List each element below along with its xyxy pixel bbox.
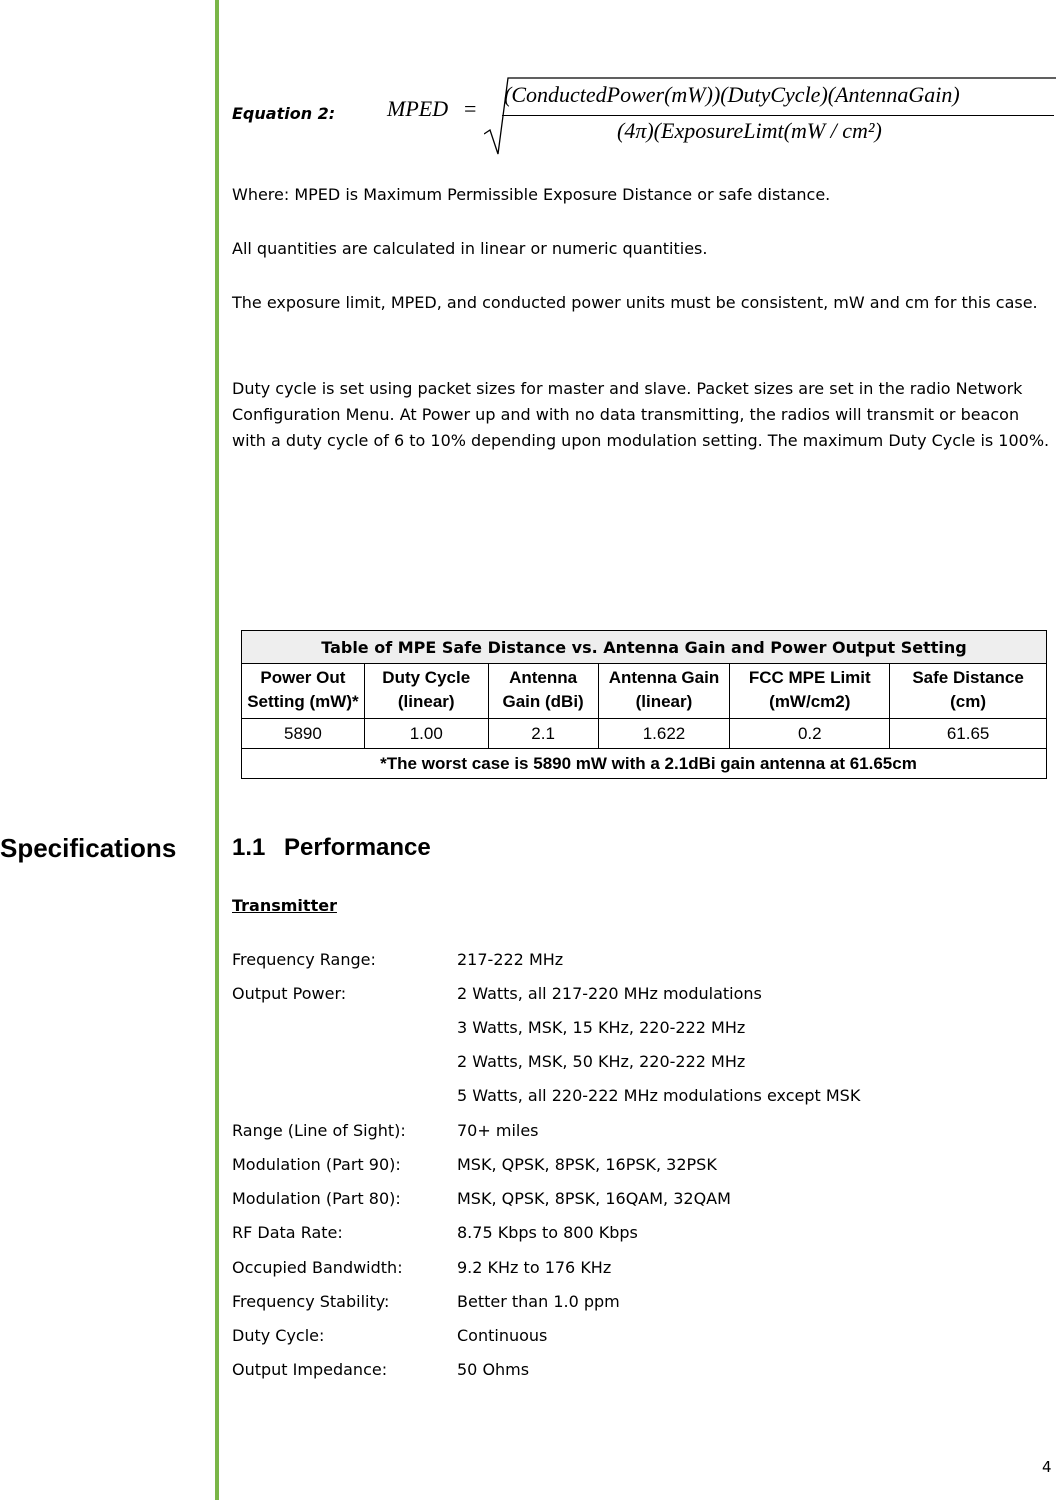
table-cell: 1.622 bbox=[598, 719, 730, 749]
section-title: Performance bbox=[284, 834, 431, 861]
table-title: Table of MPE Safe Distance vs. Antenna Gain and Power Output Setting bbox=[242, 631, 1047, 664]
spec-label: Output Power: bbox=[232, 984, 347, 1003]
table-header-cell: FCC MPE Limit (mW/cm2) bbox=[730, 664, 890, 719]
table-cell: 0.2 bbox=[730, 719, 890, 749]
spec-row bbox=[232, 1258, 1056, 1292]
paragraph-mped-definition: Where: MPED is Maximum Permissible Exposure Distance or safe distance. bbox=[232, 185, 831, 204]
spec-row bbox=[232, 1121, 1056, 1155]
subsection-heading: Transmitter bbox=[232, 896, 337, 915]
spec-value: 3 Watts, MSK, 15 KHz, 220-222 MHz bbox=[457, 1018, 746, 1037]
spec-label: Frequency Range: bbox=[232, 950, 376, 969]
spec-row bbox=[232, 1326, 1056, 1360]
spec-row bbox=[232, 1292, 1056, 1326]
spec-row bbox=[232, 1360, 1056, 1394]
spec-value: 70+ miles bbox=[457, 1121, 539, 1140]
table-header-cell: Safe Distance (cm) bbox=[890, 664, 1047, 719]
spec-row bbox=[232, 1052, 1056, 1086]
spec-value: 2 Watts, MSK, 50 KHz, 220-222 MHz bbox=[457, 1052, 746, 1071]
table-header-row bbox=[242, 664, 1047, 719]
mpe-safe-distance-table bbox=[241, 630, 1047, 779]
paragraph-duty-cycle: Duty cycle is set using packet sizes for master and slave. Packet sizes are set in the radio Network Configuration Menu. At Power up and with no data transmitting, the radios will transmit or beacon with a duty cycle of 6 to 10% depending upon modulation setting. The maximum Duty Cycle is 100%. bbox=[232, 379, 1050, 450]
spec-label: Modulation (Part 80): bbox=[232, 1189, 401, 1208]
spec-value: Continuous bbox=[457, 1326, 548, 1345]
paragraph-units: The exposure limit, MPED, and conducted power units must be consistent, mW and cm for this case. bbox=[232, 293, 1038, 312]
table-footnote: *The worst case is 5890 mW with a 2.1dBi gain antenna at 61.65cm bbox=[242, 749, 1047, 779]
spec-label: Range (Line of Sight): bbox=[232, 1121, 406, 1140]
spec-label: Duty Cycle: bbox=[232, 1326, 325, 1345]
spec-value: 9.2 KHz to 176 KHz bbox=[457, 1258, 612, 1277]
section-number: 1.1 bbox=[232, 834, 266, 861]
equation-denominator: (4π)(ExposureLimt(mW / cm²) bbox=[617, 118, 882, 143]
equation-lhs: MPED bbox=[387, 96, 449, 121]
table-header-cell: Antenna Gain (linear) bbox=[598, 664, 730, 719]
section-heading bbox=[232, 834, 431, 862]
equation-label: Equation 2: bbox=[232, 104, 336, 123]
spec-label: Frequency Stability: bbox=[232, 1292, 390, 1311]
spec-row bbox=[232, 1223, 1056, 1257]
spec-label: Modulation (Part 90): bbox=[232, 1155, 401, 1174]
spec-value: 2 Watts, all 217-220 MHz modulations bbox=[457, 984, 762, 1003]
page-number: 4 bbox=[1042, 1458, 1052, 1476]
spec-label: Occupied Bandwidth: bbox=[232, 1258, 403, 1277]
spec-row bbox=[232, 1155, 1056, 1189]
table-cell: 2.1 bbox=[488, 719, 598, 749]
paragraph-linear-quantities: All quantities are calculated in linear or numeric quantities. bbox=[232, 239, 708, 258]
table-header-cell: Antenna Gain (dBi) bbox=[488, 664, 598, 719]
spec-value: MSK, QPSK, 8PSK, 16PSK, 32PSK bbox=[457, 1155, 717, 1174]
spec-value: 5 Watts, all 220-222 MHz modulations except MSK bbox=[457, 1086, 861, 1105]
spec-value: 217-222 MHz bbox=[457, 950, 564, 969]
spec-value: Better than 1.0 ppm bbox=[457, 1292, 620, 1311]
table-row bbox=[242, 719, 1047, 749]
spec-value: 8.75 Kbps to 800 Kbps bbox=[457, 1223, 638, 1242]
spec-row bbox=[232, 950, 1056, 984]
spec-label: Output Impedance: bbox=[232, 1360, 388, 1379]
equation-equals: = bbox=[464, 96, 477, 121]
spec-label: RF Data Rate: bbox=[232, 1223, 343, 1242]
spec-row bbox=[232, 1189, 1056, 1223]
equation-block bbox=[232, 76, 1056, 156]
spec-row bbox=[232, 1086, 1056, 1120]
spec-row bbox=[232, 1018, 1056, 1052]
table-header-cell: Power Out Setting (mW)* bbox=[242, 664, 365, 719]
spec-value: MSK, QPSK, 8PSK, 16QAM, 32QAM bbox=[457, 1189, 731, 1208]
equation-numerator: (ConductedPower(mW))(DutyCycle)(AntennaGain) bbox=[504, 82, 960, 107]
spec-value: 50 Ohms bbox=[457, 1360, 530, 1379]
table-cell: 1.00 bbox=[364, 719, 488, 749]
side-heading: Specifications bbox=[0, 833, 177, 863]
table-header-cell: Duty Cycle (linear) bbox=[364, 664, 488, 719]
table-cell: 61.65 bbox=[890, 719, 1047, 749]
spec-row bbox=[232, 984, 1056, 1018]
margin-accent-bar bbox=[215, 0, 219, 1500]
fraction-bar bbox=[502, 115, 1054, 116]
table-cell: 5890 bbox=[242, 719, 365, 749]
